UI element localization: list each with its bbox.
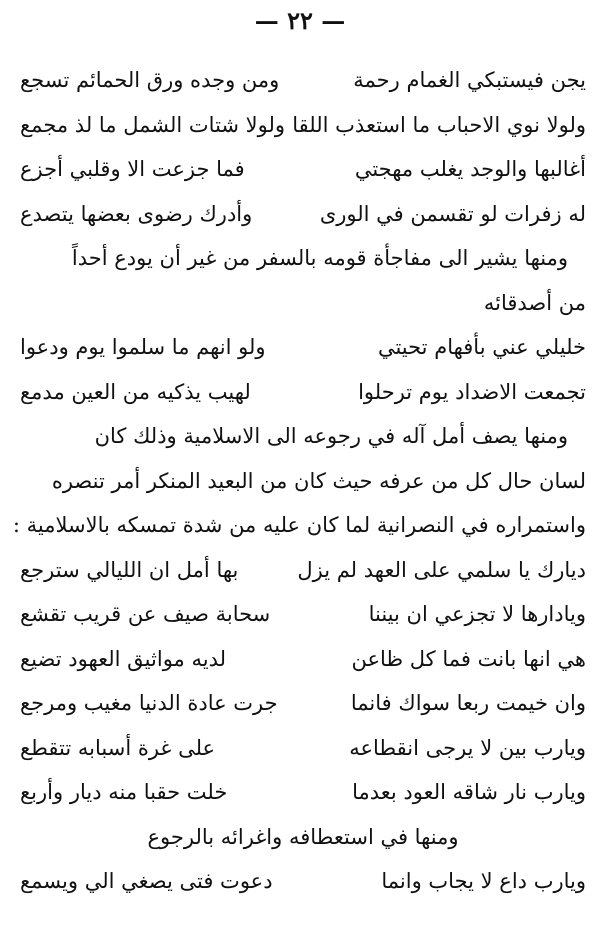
- verse-line: [20, 637, 586, 682]
- verse-second-hemistich: سحابة صيف عن قريب تقشع: [20, 602, 271, 627]
- verse-first-hemistich: تجمعت الاضداد يوم ترحلوا: [358, 379, 586, 404]
- verse-first-hemistich: هي انها بانت فما كل ظاعن: [351, 646, 586, 671]
- verse-first-hemistich: ويادارها لا تجزعي ان بيننا: [368, 602, 586, 627]
- verse-first-hemistich: خليلي عني بأفهام تحيتي: [377, 335, 586, 360]
- verse-second-hemistich: لديه مواثيق العهود تضيع: [20, 646, 226, 671]
- verse-second-hemistich: دعوت فتى يصغي الي ويسمع: [20, 869, 273, 894]
- verse-first-hemistich: له زفرات لو تقسمن في الورى: [319, 201, 586, 226]
- verse-first-hemistich: أغالبها والوجد يغلب مهجتي: [354, 157, 586, 182]
- verse-line: [20, 681, 586, 726]
- verse-second-hemistich: ولولا شتات الشمل ما لذ مجمع: [20, 112, 286, 137]
- verse-line: [20, 726, 586, 771]
- verse-line: [20, 58, 586, 103]
- verse-second-hemistich: لهيب يذكيه من العين مدمع: [20, 379, 251, 404]
- verse-line: [20, 325, 586, 370]
- verse-first-hemistich: ويارب داع لا يجاب وانما: [381, 869, 586, 894]
- verse-line: [20, 770, 586, 815]
- text-body: [12, 58, 586, 904]
- prose-text: لسان حال كل من عرفه حيث كان من البعيد المنكر أمر تنصره: [51, 468, 586, 493]
- verse-second-hemistich: بها أمل ان الليالي سترجع: [20, 557, 239, 582]
- prose-line: [12, 503, 586, 548]
- verse-line: [20, 859, 586, 904]
- verse-line: [20, 147, 586, 192]
- prose-text: واستمراره في النصرانية لما كان عليه من شدة تمسكه بالاسلامية :: [12, 513, 586, 538]
- verse-first-hemistich: يجن فيستبكي الغمام رحمة: [353, 68, 586, 93]
- verse-line: [20, 103, 586, 148]
- verse-line: [20, 370, 586, 415]
- prose-line: [20, 459, 586, 504]
- prose-line: [20, 414, 586, 459]
- verse-second-hemistich: على غرة أسبابه تتقطع: [20, 735, 216, 760]
- verse-first-hemistich: ديارك يا سلمي على العهد لم يزل: [297, 557, 586, 582]
- prose-line: [20, 281, 586, 326]
- verse-second-hemistich: ومن وجده ورق الحمائم تسجع: [20, 68, 280, 93]
- verse-second-hemistich: ولو انهم ما سلموا يوم ودعوا: [20, 335, 266, 360]
- verse-first-hemistich: ولولا نوي الاحباب ما استعذب اللقا: [292, 112, 586, 137]
- prose-text: ومنها يشير الى مفاجأة قومه بالسفر من غير أن يودع أحداً: [71, 246, 568, 271]
- prose-line: [20, 236, 586, 281]
- verse-second-hemistich: وأدرك رضوى بعضها يتصدع: [20, 201, 253, 226]
- prose-text: ومنها في استعطافه واغرائه بالرجوع: [147, 824, 459, 849]
- verse-second-hemistich: جرت عادة الدنيا مغيب ومرجع: [20, 691, 278, 716]
- prose-text: من أصدقائه: [483, 290, 586, 315]
- verse-line: [20, 192, 586, 237]
- verse-line: [20, 592, 586, 637]
- verse-line: [20, 548, 586, 593]
- page-number: — ٢٢ —: [254, 6, 346, 35]
- section-heading: [20, 815, 586, 860]
- verse-first-hemistich: ويارب نار شاقه العود بعدما: [352, 780, 586, 805]
- verse-first-hemistich: وان خيمت ربعا سواك فانما: [350, 691, 586, 716]
- prose-text: ومنها يصف أمل آله في رجوعه الى الاسلامية وذلك كان: [94, 424, 568, 449]
- verse-first-hemistich: ويارب بين لا يرجى انقطاعه: [349, 735, 586, 760]
- verse-second-hemistich: فما جزعت الا وقلبي أجزع: [20, 157, 245, 182]
- verse-second-hemistich: خلت حقبا منه ديار وأربع: [20, 780, 228, 805]
